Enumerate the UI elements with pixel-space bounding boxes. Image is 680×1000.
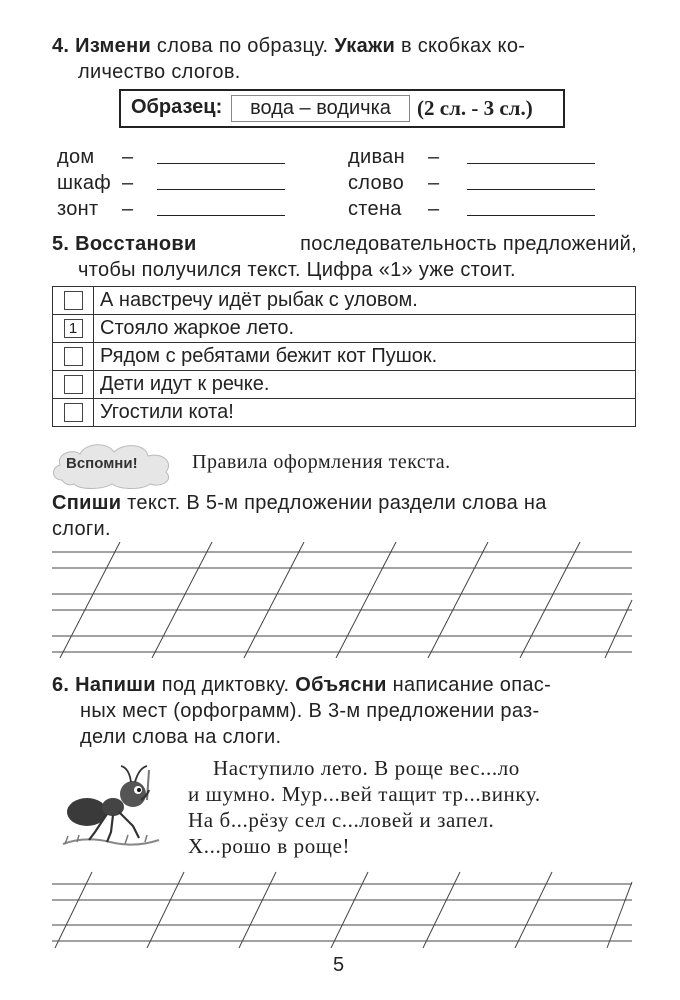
task6-heading: 6. Напиши под диктовку. Объясни написание опас-	[52, 674, 552, 696]
task5-heading: 5. Восстанови последовательность предложений,	[52, 233, 637, 255]
task4-heading: 4. Измени слова по образцу. Укажи в скобках ко-	[52, 35, 526, 57]
word-dom: дом	[57, 146, 95, 168]
word-shkaf: шкаф	[57, 172, 112, 194]
table-row	[53, 315, 635, 343]
task6-heading-line2: ных мест (орфограмм). В 3-м предложении раз-	[80, 700, 540, 722]
table-row	[53, 399, 635, 426]
page-number: 5	[333, 954, 345, 976]
sentence-text: Угостили кота!	[100, 401, 234, 423]
number-box[interactable]	[64, 375, 83, 394]
dictation-line: На б...рёзу сел с...ловей и запел.	[188, 808, 495, 832]
remember-text: Правила оформления текста.	[192, 451, 451, 473]
answer-blank[interactable]	[157, 215, 285, 216]
sentence-text: А навстречу идёт рыбак с уловом.	[100, 289, 418, 311]
sequence-table	[52, 286, 636, 427]
sample-word: вода – водичка	[231, 95, 410, 122]
dictation-line: Х...рошо в роще!	[188, 834, 351, 858]
dictation-line: Наступило лето. В роще вес...ло	[213, 756, 520, 780]
sentence-text: Рядом с ребятами бежит кот Пушок.	[100, 345, 438, 367]
sample-syllables: (2 сл. - 3 сл.)	[417, 96, 533, 120]
copy-heading: Спиши текст. В 5-м предложении раздели слова на	[52, 492, 547, 514]
word-stena: стена	[348, 198, 402, 220]
table-row	[53, 343, 635, 371]
number-box[interactable]	[64, 403, 83, 422]
answer-blank[interactable]	[157, 189, 285, 190]
dash: –	[122, 172, 134, 194]
dash: –	[122, 198, 134, 220]
word-divan: диван	[348, 146, 405, 168]
task5-heading-line2: чтобы получился текст. Цифра «1» уже стоит.	[78, 259, 516, 281]
number-box[interactable]	[64, 347, 83, 366]
sample-box	[119, 89, 565, 128]
dash: –	[428, 198, 440, 220]
sentence-text: Стояло жаркое лето.	[100, 317, 295, 339]
task4-heading-line2: личество слогов.	[78, 61, 241, 83]
number-box[interactable]: 1	[64, 319, 83, 338]
ant-illustration	[55, 760, 165, 852]
table-row	[53, 371, 635, 399]
remember-badge: Вспомни!	[66, 455, 138, 472]
task6-heading-line3: дели слова на слоги.	[80, 726, 282, 748]
dictation-line: и шумно. Мур...вей тащит тр...винку.	[188, 782, 541, 806]
dash: –	[122, 146, 134, 168]
word-slovo: слово	[348, 172, 405, 194]
dash: –	[428, 172, 440, 194]
copy-heading-line2: слоги.	[52, 518, 111, 540]
dash: –	[428, 146, 440, 168]
answer-blank[interactable]	[467, 189, 595, 190]
sentence-text: Дети идут к речке.	[100, 373, 270, 395]
writing-lines[interactable]	[0, 540, 680, 665]
answer-blank[interactable]	[467, 215, 595, 216]
answer-blank[interactable]	[467, 163, 595, 164]
word-zont: зонт	[57, 198, 99, 220]
table-row	[53, 287, 635, 315]
answer-blank[interactable]	[157, 163, 285, 164]
writing-lines[interactable]	[0, 870, 680, 950]
sample-label: Образец:	[131, 96, 223, 118]
number-box[interactable]	[64, 291, 83, 310]
